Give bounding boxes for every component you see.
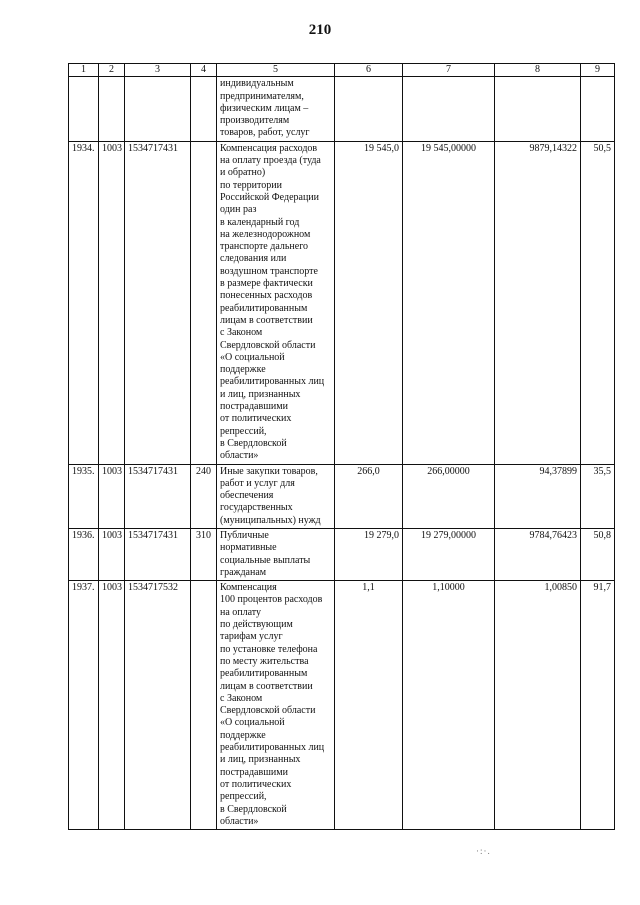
col-header-8: 8 (495, 64, 581, 77)
value-col7-cell: 19 545,00000 (403, 141, 495, 464)
col-header-5: 5 (217, 64, 335, 77)
description-cell: Иные закупки товаров, работ и услуг для обеспечения государственных (муниципальных) нужд (217, 464, 335, 528)
section-code-cell: 1003 (99, 528, 125, 580)
value-col8-cell: 94,37899 (495, 464, 581, 528)
row-number-cell: 1937. (69, 581, 99, 830)
row-number-cell: 1935. (69, 464, 99, 528)
section-code-cell: 1003 (99, 464, 125, 528)
section-code-cell: 1003 (99, 581, 125, 830)
row-number-cell: 1936. (69, 528, 99, 580)
value-col9-cell: 50,8 (581, 528, 615, 580)
table-row (69, 581, 615, 830)
budget-table (68, 63, 615, 830)
target-code-cell: 1534717431 (125, 464, 191, 528)
table-row (69, 464, 615, 528)
value-col8-cell: 9879,14322 (495, 141, 581, 464)
expense-type-cell (191, 77, 217, 141)
value-col8-cell: 1,00850 (495, 581, 581, 830)
table-row (69, 77, 615, 141)
value-col9-cell: 91,7 (581, 581, 615, 830)
value-col9-cell (581, 77, 615, 141)
value-col6-cell (335, 77, 403, 141)
value-col7-cell: 19 279,00000 (403, 528, 495, 580)
value-col7-cell: 1,10000 (403, 581, 495, 830)
description-cell: Компенсация 100 процентов расходов на оплату по действующим тарифам услуг по установке телефона по месту жительства реабилитированным лицам в соответствии с Законом Свердловской области «О социальной поддержке реабилитированных лиц и лиц, признанных пострадавшими от политических репрессий, в Свердловской области» (217, 581, 335, 830)
expense-type-cell (191, 581, 217, 830)
section-code-cell (99, 77, 125, 141)
expense-type-cell: 310 (191, 528, 217, 580)
col-header-2: 2 (99, 64, 125, 77)
value-col9-cell: 50,5 (581, 141, 615, 464)
col-header-4: 4 (191, 64, 217, 77)
table-header-row (69, 64, 615, 77)
target-code-cell: 1534717431 (125, 528, 191, 580)
value-col6-cell: 1,1 (335, 581, 403, 830)
col-header-1: 1 (69, 64, 99, 77)
target-code-cell: 1534717431 (125, 141, 191, 464)
target-code-cell (125, 77, 191, 141)
description-cell: Компенсация расходов на оплату проезда (туда и обратно) по территории Российской Федерации один раз в календарный год на железнодорожном транспорте дальнего следования или воздушном транспорте в размере фактически понесенных расходов реабилитированным лицам в соответствии с Законом Свердловской области «О социальной поддержке реабилитированных лиц и лиц, признанных пострадавшими от политических репрессий, в Свердловской области» (217, 141, 335, 464)
row-number-cell: 1934. (69, 141, 99, 464)
table-row (69, 528, 615, 580)
value-col8-cell: 9784,76423 (495, 528, 581, 580)
value-col6-cell: 19 545,0 (335, 141, 403, 464)
table-row (69, 141, 615, 464)
col-header-6: 6 (335, 64, 403, 77)
page-number: 210 (308, 22, 332, 38)
col-header-7: 7 (403, 64, 495, 77)
value-col6-cell: 266,0 (335, 464, 403, 528)
expense-type-cell (191, 141, 217, 464)
value-col6-cell: 19 279,0 (335, 528, 403, 580)
section-code-cell: 1003 (99, 141, 125, 464)
row-number-cell (69, 77, 99, 141)
stamp-mark-icon: ·:·. (476, 846, 491, 856)
value-col7-cell: 266,00000 (403, 464, 495, 528)
target-code-cell: 1534717532 (125, 581, 191, 830)
description-cell: Публичные нормативные социальные выплаты гражданам (217, 528, 335, 580)
expense-type-cell: 240 (191, 464, 217, 528)
col-header-9: 9 (581, 64, 615, 77)
description-cell: индивидуальным предпринимателям, физическим лицам – производителям товаров, работ, услуг (217, 77, 335, 141)
col-header-3: 3 (125, 64, 191, 77)
value-col9-cell: 35,5 (581, 464, 615, 528)
value-col8-cell (495, 77, 581, 141)
value-col7-cell (403, 77, 495, 141)
